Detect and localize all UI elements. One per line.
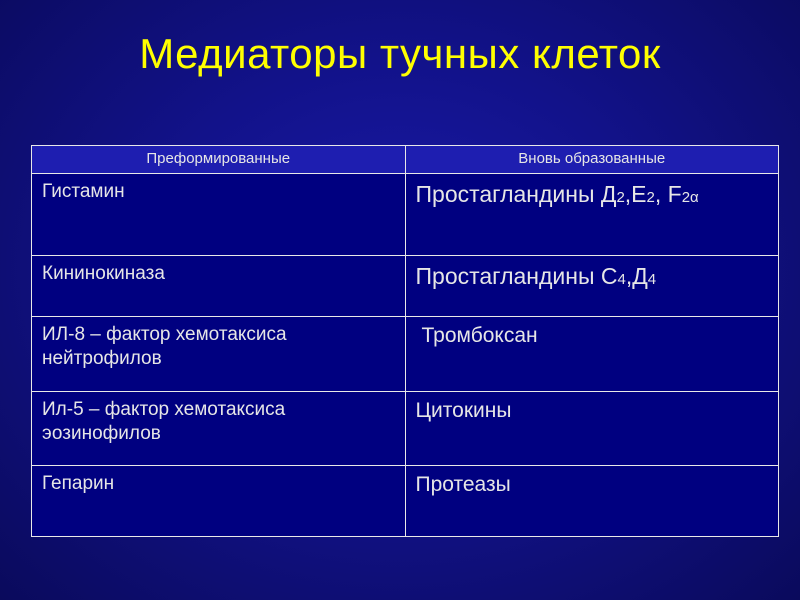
cell-il8	[32, 316, 406, 391]
table-row	[32, 316, 779, 391]
table-row	[32, 392, 779, 465]
text-part: ,Д	[625, 262, 648, 289]
cell-prostaglandins-c4-d4	[405, 255, 779, 316]
mediators-table	[31, 145, 779, 537]
table-row	[32, 255, 779, 316]
header-preformed: Преформированные	[32, 146, 406, 174]
cell-proteases: Протеазы	[405, 465, 779, 536]
subscript: 2α	[681, 189, 699, 207]
header-newly-formed: Вновь образованные	[405, 146, 779, 174]
text-line: нейтрофилов	[42, 347, 162, 369]
text-line: ИЛ-8 – фактор хемотаксиса	[42, 323, 287, 345]
cell-il5	[32, 392, 406, 465]
cell-kininokinase: Кининокиназа	[32, 255, 406, 316]
subscript: 2	[616, 189, 625, 207]
cell-cytokines: Цитокины	[405, 392, 779, 465]
text-line: эозинофилов	[42, 422, 161, 444]
text-part: ,Е	[624, 181, 647, 208]
text-part: , F	[654, 181, 682, 208]
text-line: Ил-5 – фактор хемотаксиса	[42, 399, 286, 421]
subscript: 4	[647, 270, 657, 288]
subscript: 4	[617, 270, 626, 288]
table-header-row	[32, 146, 779, 174]
cell-heparin: Гепарин	[32, 465, 406, 536]
table-row	[32, 465, 779, 536]
text-part: Простагландины С	[415, 262, 618, 289]
cell-prostaglandins-d2-e2-f2a	[405, 174, 779, 255]
table-row	[32, 174, 779, 255]
text-part: Простагландины Д	[415, 181, 617, 208]
subscript: 2	[646, 189, 655, 207]
cell-thromboxane: Тромбоксан	[405, 316, 779, 391]
cell-histamine: Гистамин	[32, 174, 406, 255]
slide-title: Медиаторы тучных клеток	[139, 30, 661, 77]
